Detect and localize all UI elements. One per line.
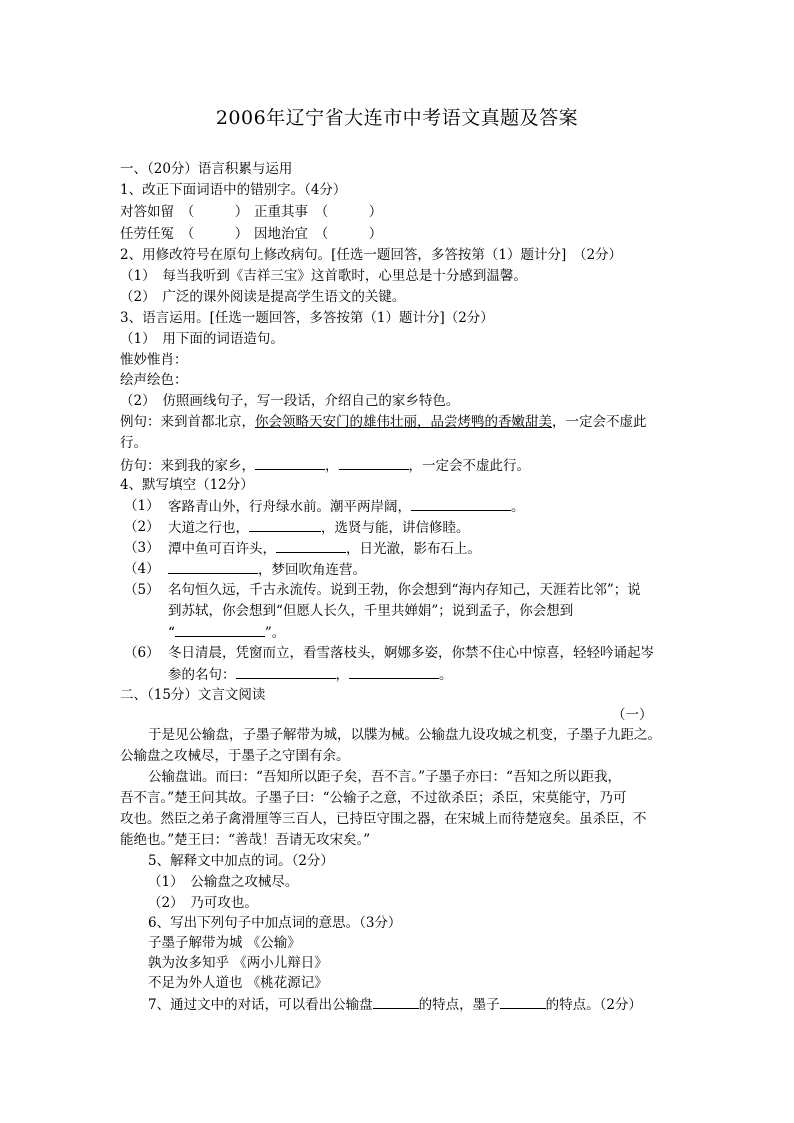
imitation-end: ，一定会不虚此行。 <box>408 458 530 474</box>
question-4: 4、默写填空（12分） <box>120 477 254 493</box>
answer-blank[interactable] <box>175 624 265 637</box>
q4-item-6-text: 参的名句： <box>168 667 236 683</box>
passage-p1-line-2: 公输盘之攻械尽，于墨子之守圉有余。 <box>120 748 350 764</box>
answer-blank[interactable] <box>276 540 346 553</box>
q4-item-3 <box>168 540 481 557</box>
q4-num-1: （1） <box>124 498 160 514</box>
question-6: 6、写出下列句子中加点词的意思。（3分） <box>148 915 402 931</box>
q4-item-3-text: 潭中鱼可百许头， <box>168 541 276 557</box>
answer-blank[interactable] <box>500 996 546 1009</box>
passage-p2-line-4: 能绝也。”楚王曰：“善哉！吾请无攻宋矣。” <box>120 832 371 848</box>
close-quote: ”。 <box>264 625 286 641</box>
q4-item-6-end: 。 <box>439 667 453 683</box>
q5-item-2: （2） 乃可攻也。 <box>148 895 258 911</box>
question-5: 5、解释文中加点的词。（2分） <box>148 853 334 869</box>
answer-blank[interactable] <box>373 996 419 1009</box>
question-3: 3、语言运用。[任选一题回答，多答按第（1）题计分]（2分） <box>120 310 494 326</box>
q7-text-a: 7、通过文中的对话，可以看出公输盘 <box>148 997 373 1013</box>
q2-option-2: （2） 广泛的课外阅读是提高学生语文的关键。 <box>120 289 406 305</box>
answer-blank[interactable] <box>168 561 258 574</box>
q4-num-4: （4） <box>124 561 160 577</box>
q4-item-1 <box>168 498 525 515</box>
answer-blank[interactable] <box>236 666 336 679</box>
section-1-heading: 一、（20分）语言积累与运用 <box>120 161 293 177</box>
q6-item-1: 子墨子解带为城 《公输》 <box>148 935 301 951</box>
imitation-sentence <box>120 457 530 474</box>
passage-p2-line-3: 攻也。然臣之弟子禽滑厘等三百人，已持臣守围之器，在宋城上而待楚寇矣。虽杀臣，不 <box>120 811 647 827</box>
q6-item-2: 孰为汝多知乎 《两小儿辩日》 <box>148 955 328 971</box>
q4-num-2: （2） <box>124 519 160 535</box>
q4-item-3-end: ，日光澈，影布石上。 <box>346 541 481 557</box>
q4-item-1-end: 。 <box>511 499 525 515</box>
q4-item-2 <box>168 519 470 536</box>
answer-blank[interactable] <box>249 519 321 532</box>
q7-text-b: 的特点，墨子 <box>418 997 500 1013</box>
q4-item-4-text: ，梦回吹角连营。 <box>258 562 366 578</box>
q4-item-2-end: ，选贤与能，讲信修睦。 <box>321 520 470 536</box>
answer-blank[interactable] <box>411 498 511 511</box>
passage-p2-line-1: 公输盘诎。而曰：“吾知所以距子矣，吾不言。”子墨子亦曰：“吾知之所以距我， <box>148 769 621 785</box>
open-quote: “ <box>168 625 175 641</box>
q1-item-1: 对答如留 （ ） <box>120 204 249 220</box>
q7-text-c: 的特点。（2分） <box>545 997 642 1013</box>
q4-item-5-line-2: 到苏轼，你会想到“但愿人长久，千里共婵娟”；说到孟子，你会想到 <box>168 603 574 619</box>
question-2: 2、用修改符号在原句上修改病句。[任选一题回答，多答按第（1）题计分] （2分） <box>120 247 623 263</box>
q4-num-3: （3） <box>124 540 160 556</box>
answer-blank[interactable] <box>339 457 409 470</box>
q3-option-2: （2） 仿照画线句子，写一段话，介绍自己的家乡特色。 <box>120 393 460 409</box>
answer-blank[interactable] <box>349 666 439 679</box>
q3-word-2: 绘声绘色： <box>120 372 188 388</box>
q4-item-5-line-3 <box>168 624 285 641</box>
q4-item-2-text: 大道之行也， <box>168 520 249 536</box>
q3-option-1: （1） 用下面的词语造句。 <box>120 331 284 347</box>
q4-num-5: （5） <box>124 582 160 598</box>
section-2-heading: 二、（15分）文言文阅读 <box>120 687 266 703</box>
example-underlined: 你会领略天安门的雄伟壮丽，品尝烤鸭的香嫩甜美 <box>255 414 552 430</box>
q2-option-1: （1） 每当我听到《吉祥三宝》这首歌时，心里总是十分感到温馨。 <box>120 268 527 284</box>
example-tail: ，一定会不虚此 <box>552 414 647 430</box>
part-label: （一） <box>612 707 653 723</box>
passage-p1-line-1: 于是见公输盘，子墨子解带为城，以牒为械。公输盘九设攻城之机变，子墨子九距之。 <box>148 727 661 743</box>
q5-item-1: （1） 公输盘之攻械尽。 <box>148 874 299 890</box>
q4-item-1-text: 客路青山外，行舟绿水前。潮平两岸阔， <box>168 499 411 515</box>
example-continued: 行。 <box>120 435 147 451</box>
imitation-lead: 仿句：来到我的家乡， <box>120 458 255 474</box>
q4-item-5-line-1: 名句恒久远，千古永流传。说到王勃，你会想到“海内存知己，天涯若比邻”；说 <box>168 582 641 598</box>
q1-item-2: 正重其事 （ ） <box>254 204 383 220</box>
q3-word-1: 惟妙惟肖： <box>120 352 188 368</box>
q1-item-3: 任劳任冤 （ ） <box>120 226 249 242</box>
example-lead: 例句：来到首都北京， <box>120 414 255 430</box>
question-1: 1、改正下面词语中的错别字。（4分） <box>120 182 347 198</box>
question-7 <box>148 996 642 1013</box>
example-sentence <box>120 414 647 430</box>
q4-item-4 <box>168 561 366 578</box>
q1-item-4: 因地治宜 （ ） <box>254 226 383 242</box>
q4-item-6-sep: ， <box>335 667 349 683</box>
q4-item-6-line-2 <box>168 666 453 683</box>
passage-p2-line-2: 吾不言。”楚王问其故。子墨子曰：“公输子之意，不过欲杀臣；杀臣，宋莫能守，乃可 <box>120 790 627 806</box>
page-title: 2006年辽宁省大连市中考语文真题及答案 <box>215 107 579 129</box>
q6-item-3: 不足为外人道也 《桃花源记》 <box>148 975 328 991</box>
q4-item-6-line-1: 冬日清晨，凭窗而立，看雪落枝头，婀娜多姿，你禁不住心中惊喜，轻轻吟诵起岑 <box>168 645 654 661</box>
imitation-sep: ， <box>325 458 339 474</box>
q4-num-6: （6） <box>124 645 160 661</box>
answer-blank[interactable] <box>255 457 325 470</box>
